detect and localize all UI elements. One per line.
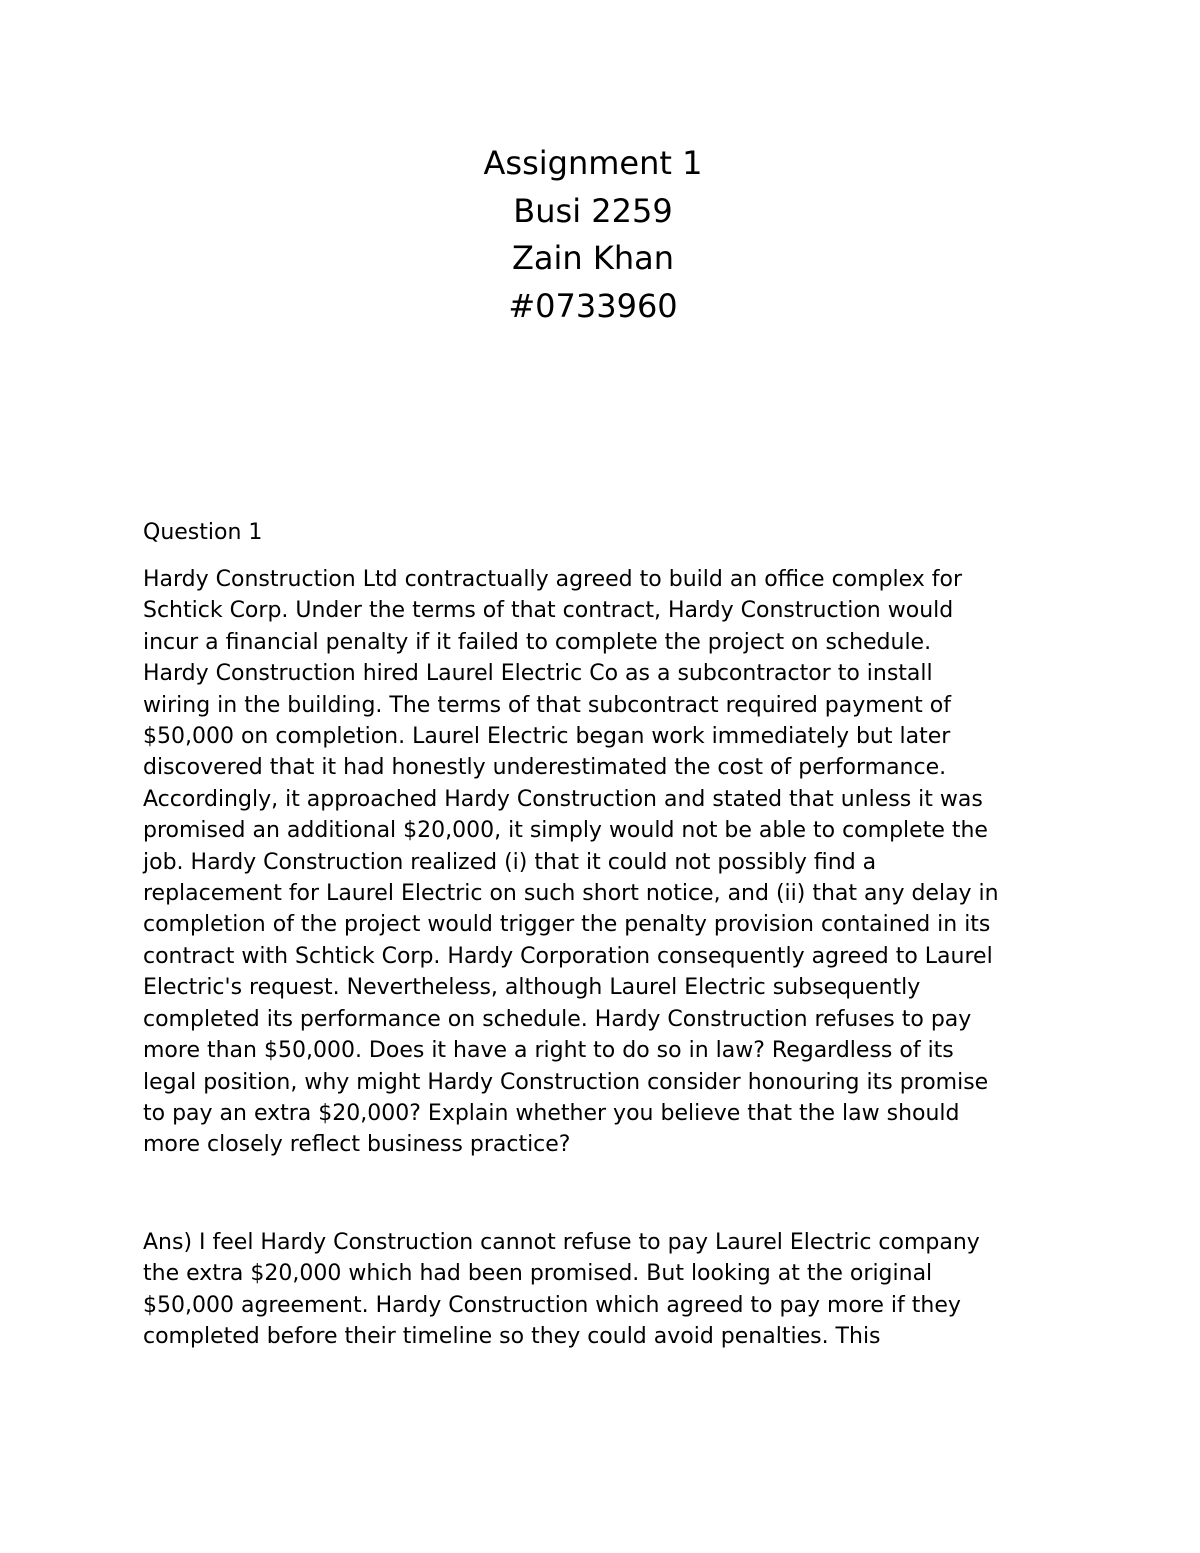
- question-line: wiring in the building. The terms of that subcontract required payment of: [143, 692, 952, 718]
- course-code: Busi 2259: [513, 191, 673, 230]
- question-paragraph: [143, 564, 999, 1161]
- question-line: Accordingly, it approached Hardy Construction and stated that unless it was: [143, 786, 983, 812]
- question-line: completion of the project would trigger the penalty provision contained in its: [143, 912, 991, 938]
- student-number: #0733960: [508, 286, 678, 325]
- question-line: Schtick Corp. Under the terms of that contract, Hardy Construction would: [143, 598, 954, 624]
- question-line: contract with Schtick Corp. Hardy Corporation consequently agreed to Laurel: [143, 943, 993, 969]
- question-heading-text: Question 1: [143, 520, 263, 545]
- question-heading: [143, 517, 262, 548]
- student-name: Zain Khan: [511, 239, 675, 277]
- assignment-title: Assignment 1: [483, 144, 703, 182]
- answer-line: Ans) I feel Hardy Construction cannot refuse to pay Laurel Electric company: [143, 1230, 980, 1255]
- answer-line: $50,000 agreement. Hardy Construction which agreed to pay more if they: [143, 1292, 961, 1318]
- question-line: $50,000 on completion. Laurel Electric began work immediately but later: [143, 724, 951, 750]
- question-line: completed its performance on schedule. Hardy Construction refuses to pay: [143, 1006, 972, 1032]
- question-line: discovered that it had honestly underestimated the cost of performance.: [143, 755, 947, 781]
- answer-line: the extra $20,000 which had been promised. But looking at the original: [143, 1261, 933, 1287]
- question-line: incur a financial penalty if it failed to complete the project on schedule.: [143, 629, 932, 655]
- question-line: replacement for Laurel Electric on such short notice, and (ii) that any delay in: [143, 881, 999, 907]
- question-line: Electric's request. Nevertheless, although Laurel Electric subsequently: [143, 975, 921, 1001]
- question-line: legal position, why might Hardy Construction consider honouring its promise: [143, 1069, 989, 1095]
- question-line: Hardy Construction Ltd contractually agreed to build an office complex for: [143, 567, 963, 592]
- question-line: Hardy Construction hired Laurel Electric Co as a subcontractor to install: [143, 661, 933, 687]
- question-line: promised an additional $20,000, it simply would not be able to complete the: [143, 818, 988, 844]
- question-line: more closely reflect business practice?: [143, 1132, 571, 1158]
- title-block: [0, 140, 1186, 330]
- question-line: more than $50,000. Does it have a right to do so in law? Regardless of its: [143, 1038, 954, 1064]
- question-line: to pay an extra $20,000? Explain whether you believe that the law should: [143, 1100, 960, 1126]
- question-line: job. Hardy Construction realized (i) that it could not possibly find a: [143, 849, 877, 875]
- answer-line: completed before their timeline so they could avoid penalties. This: [143, 1324, 881, 1350]
- answer-paragraph: [143, 1227, 980, 1353]
